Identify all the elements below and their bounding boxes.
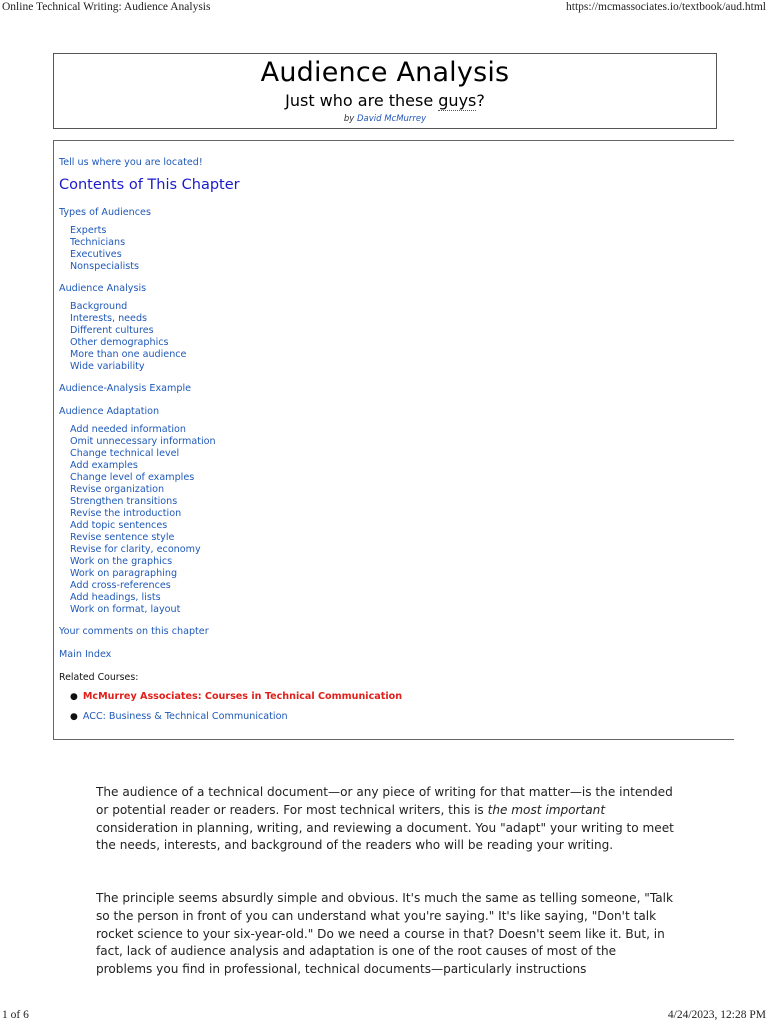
- subtitle-text-start: Just who are these: [285, 91, 439, 110]
- toc-item-nonspecialists[interactable]: Nonspecialists: [70, 261, 140, 272]
- toc-item-change-technical-level[interactable]: Change technical level: [70, 448, 180, 459]
- toc-item-add-cross-references[interactable]: Add cross-references: [70, 580, 171, 591]
- intro-paragraph: [96, 784, 676, 855]
- toc-item-strengthen-transitions[interactable]: Strengthen transitions: [70, 496, 178, 507]
- toc-item-revise-organization[interactable]: Revise organization: [70, 484, 165, 495]
- print-page-title: Online Technical Writing: Audience Analysis: [2, 1, 211, 13]
- chapter-title: Audience Analysis: [260, 57, 510, 88]
- toc-item-revise-sentence-style[interactable]: Revise sentence style: [70, 532, 175, 543]
- location-link[interactable]: Tell us where you are located!: [59, 157, 203, 168]
- byline: [54, 114, 716, 124]
- byline-prefix: by: [343, 114, 357, 124]
- toc-item-work-on-format-layout[interactable]: Work on format, layout: [70, 604, 181, 615]
- contents-box: [53, 140, 734, 740]
- print-footer: [0, 1008, 768, 1024]
- related-courses-label: Related Courses:: [59, 672, 139, 683]
- toc-item-wide-variability[interactable]: Wide variability: [70, 361, 145, 372]
- print-header: [0, 0, 768, 18]
- related-course-link-mcmurrey[interactable]: McMurrey Associates: Courses in Technical Communication: [82, 691, 403, 702]
- principle-paragraph: [96, 890, 676, 979]
- bullet-icon: ●: [70, 692, 78, 702]
- toc-item-experts[interactable]: Experts: [70, 225, 107, 236]
- contents-heading: Contents of This Chapter: [59, 177, 240, 193]
- toc-item-work-on-the-graphics[interactable]: Work on the graphics: [70, 556, 173, 567]
- toc-item-revise-for-clarity-economy[interactable]: Revise for clarity, economy: [70, 544, 201, 555]
- toc-item-more-than-one-audience[interactable]: More than one audience: [70, 349, 187, 360]
- paragraph-text: consideration in planning, writing, and reviewing a document. You "adapt" your writing to meet the needs, interests, and background of the readers who will be reading your writing.: [96, 820, 674, 853]
- related-course-link-acc[interactable]: ACC: Business & Technical Communication: [82, 711, 288, 722]
- author-link[interactable]: David McMurrey: [356, 114, 427, 124]
- toc-item-add-topic-sentences[interactable]: Add topic sentences: [70, 520, 168, 531]
- toc-section-audience-analysis-example[interactable]: Audience-Analysis Example: [59, 383, 192, 394]
- toc-item-add-headings-lists[interactable]: Add headings, lists: [70, 592, 161, 603]
- related-course-item: [70, 691, 402, 702]
- paragraph-text: The principle seems absurdly simple and obvious. It's much the same as telling someone, "Talk so the person in front of you can understand what you're saying." It's like saying, "Don't talk rocket science to your six-year-old." Do we need a course in that? Doesn't seem like it. But, in fact, lack of audience analysis and adaptation is one of the root causes of most of the problems you find in professional, technical documents—particularly instructions: [96, 891, 673, 977]
- subtitle-text-end: ?: [476, 91, 485, 110]
- related-course-item: [70, 711, 288, 722]
- toc-item-change-level-of-examples[interactable]: Change level of examples: [70, 472, 195, 483]
- toc-item-other-demographics[interactable]: Other demographics: [70, 337, 169, 348]
- subtitle-abbr-guys[interactable]: guys: [438, 91, 477, 110]
- paragraph-text: The audience of a technical document—or any piece of writing for that matter—is the intended or potential reader or readers. For most technical writers, this is: [96, 785, 673, 817]
- toc-item-interests-needs[interactable]: Interests, needs: [70, 313, 148, 324]
- toc-item-technicians[interactable]: Technicians: [70, 237, 126, 248]
- toc-section-audience-analysis[interactable]: Audience Analysis: [59, 283, 147, 294]
- chapter-title-box: [53, 53, 717, 129]
- main-index-link[interactable]: Main Index: [59, 649, 112, 660]
- emphasized-text: the most important: [487, 802, 606, 817]
- print-date: 4/24/2023, 12:28 PM: [667, 1009, 766, 1021]
- chapter-subtitle: [54, 91, 716, 110]
- toc-section-types-of-audiences[interactable]: Types of Audiences: [59, 207, 151, 218]
- toc-item-different-cultures[interactable]: Different cultures: [70, 325, 154, 336]
- toc-item-add-needed-information[interactable]: Add needed information: [70, 424, 187, 435]
- bullet-icon: ●: [70, 712, 78, 722]
- comments-link[interactable]: Your comments on this chapter: [59, 626, 209, 637]
- page-counter: 1 of 6: [2, 1009, 29, 1021]
- toc-item-add-examples[interactable]: Add examples: [70, 460, 138, 471]
- toc-section-audience-adaptation[interactable]: Audience Adaptation: [59, 406, 160, 417]
- print-page-url: https://mcmassociates.io/textbook/aud.html: [566, 1, 766, 13]
- toc-item-executives[interactable]: Executives: [70, 249, 122, 260]
- toc-item-revise-the-introduction[interactable]: Revise the introduction: [70, 508, 182, 519]
- toc-item-work-on-paragraphing[interactable]: Work on paragraphing: [70, 568, 178, 579]
- toc-item-background[interactable]: Background: [70, 301, 128, 312]
- toc-item-omit-unnecessary-information[interactable]: Omit unnecessary information: [70, 436, 216, 447]
